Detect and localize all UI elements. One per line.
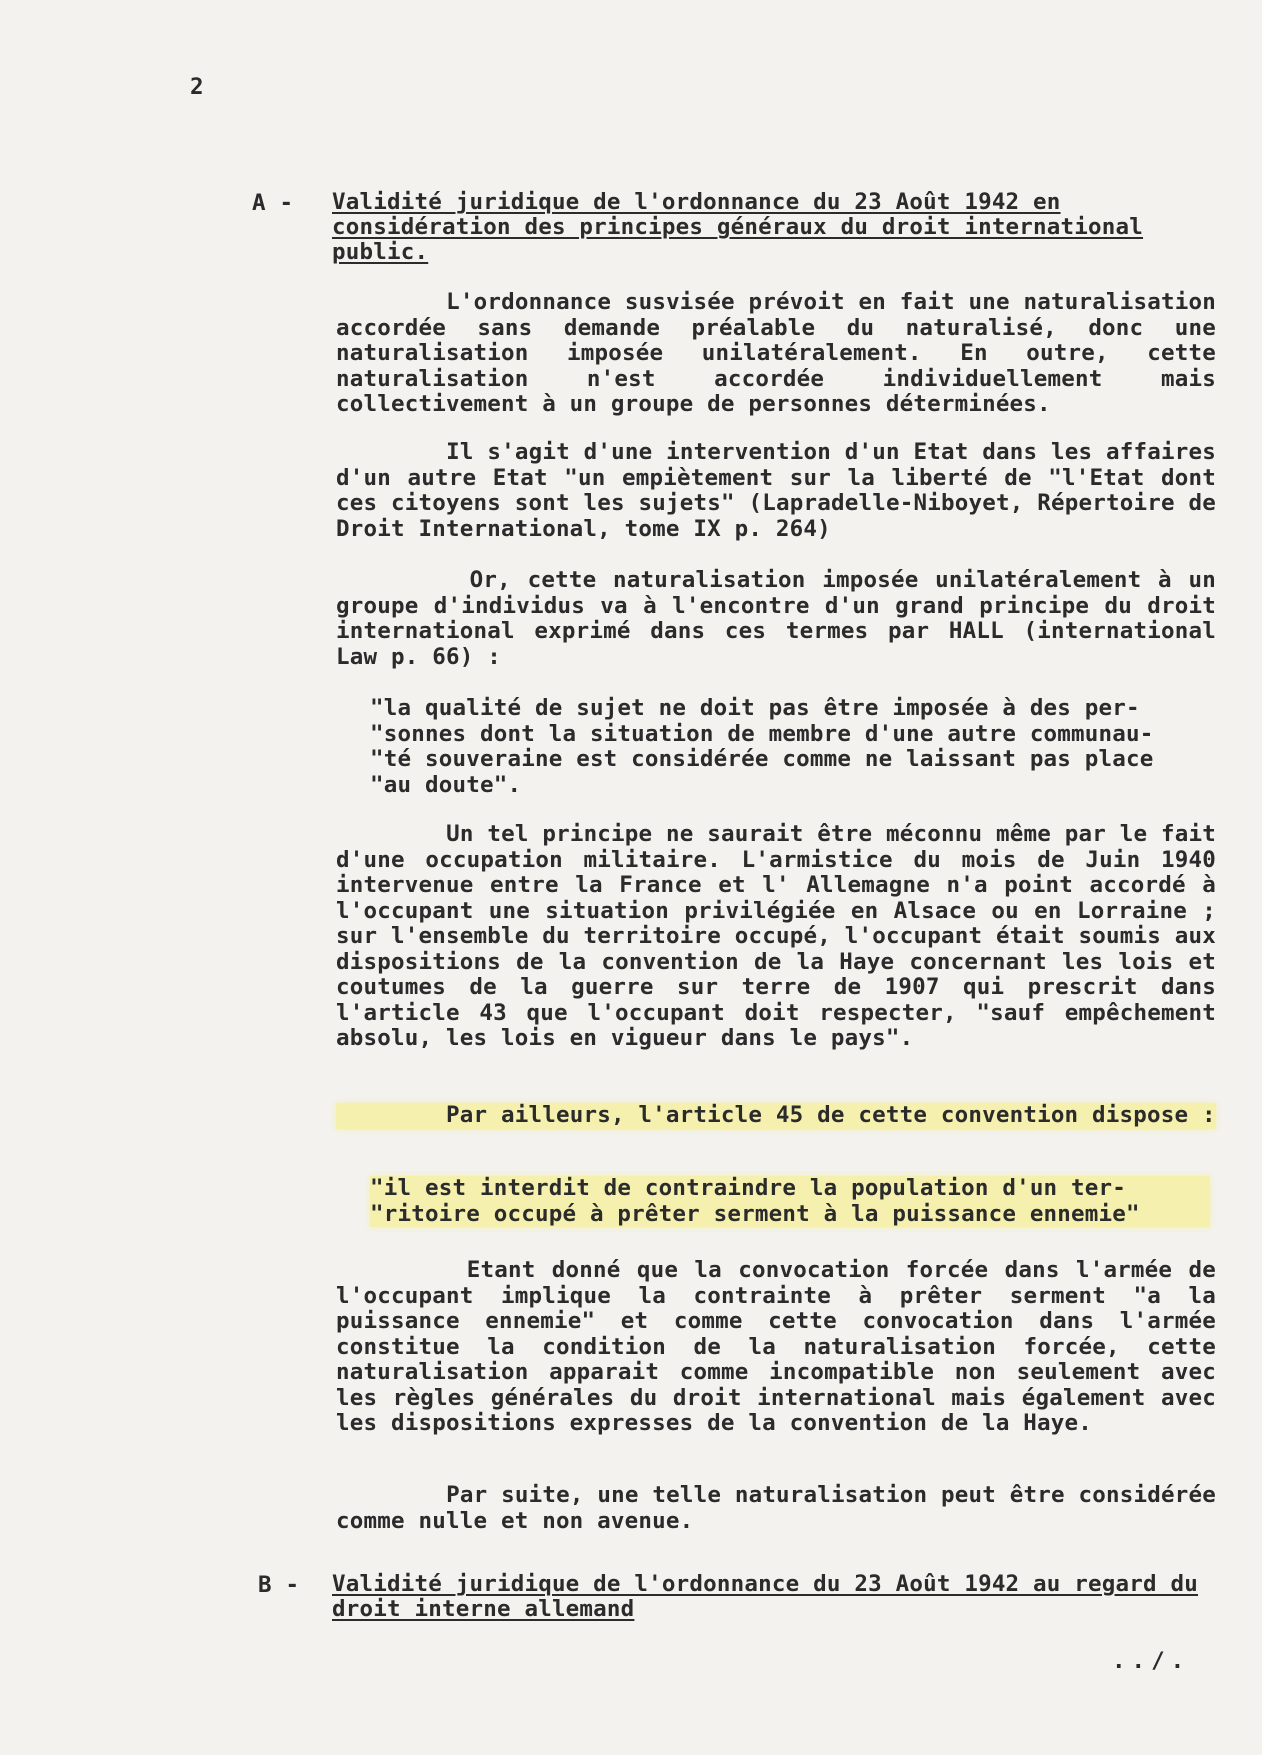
paragraph-4: Un tel principe ne saurait être méconnu même par le fait d'une occupation militaire. L'armistice du mois de Juin 1940 intervenue entre la France et l' Allemagne n'a point accordé à l'occupant une situation privilégiée en Alsace ou en Lorraine ; sur l'ensemble du territoire occupé, l'occupant était soumis aux dispositions de la convention de la Haye concernant les lois et coutumes de la guerre sur terre de 1907 qui prescrit dans l'article 43 que l'occupant doit respecter, "sauf empêchement absolu, les lois en vigueur dans le pays". — [336, 821, 1230, 1051]
page-number: 2 — [190, 74, 204, 100]
paragraph-3: Or, cette naturalisation imposée unilatéralement à un groupe d'individus va à l'encontre d'un grand principe du droit international exprimé dans ces termes par HALL (international Law p. 66) : — [336, 567, 1230, 670]
paragraph-7: Par suite, une telle naturalisation peut être considérée comme nulle et non avenue. — [336, 1482, 1230, 1534]
section-a-heading: Validité juridique de l'ordonnance du 23 Août 1942 en considération des principes généraux du droit international public. — [332, 189, 1144, 265]
page-margin — [1262, 0, 1275, 1755]
quote-article-45-highlighted: "il est interdit de contraindre la population d'un ter- "ritoire occupé à prêter serment à la puissance ennemie" — [370, 1176, 1210, 1227]
quote-hall: "la qualité de sujet ne doit pas être imposée à des per- "sonnes dont la situation de membre d'une autre communau- "té souveraine est considérée comme ne laissant pas place "au doute". — [370, 695, 1154, 798]
paragraph-6: Etant donné que la convocation forcée dans l'armée de l'occupant implique la contrainte à prêter serment "a la puissance ennemie" et comme cette convocation dans l'armée constitue la condition de la naturalisation forcée, cette naturalisation apparait comme incompatible non seulement avec les règles générales du droit international mais également avec les dispositions expresses de la convention de la Haye. — [336, 1257, 1230, 1436]
section-a-letter: A - — [252, 190, 294, 216]
section-b-heading: Validité juridique de l'ordonnance du 23 Août 1942 au regard du droit interne allemand — [332, 1571, 1199, 1622]
section-b-letter: B - — [258, 1572, 300, 1598]
continuation-mark: ../. — [1112, 1648, 1191, 1674]
paragraph-5-highlighted: Par ailleurs, l'article 45 de cette convention dispose : — [336, 1102, 1216, 1128]
paragraph-2: Il s'agit d'une intervention d'un Etat dans les affaires d'un autre Etat "un empiètement sur la liberté de "l'Etat dont ces citoyens sont les sujets" (Lapradelle-Niboyet, Répertoire de Droit International, tome IX p. 264) — [336, 439, 1230, 542]
paragraph-1: L'ordonnance susvisée prévoit en fait une naturalisation accordée sans demande préalable du naturalisé, donc une naturalisation imposée unilatéralement. En outre, cette naturalisation n'est accordée individuellement mais collectivement à un groupe de personnes déterminées. — [336, 289, 1230, 417]
